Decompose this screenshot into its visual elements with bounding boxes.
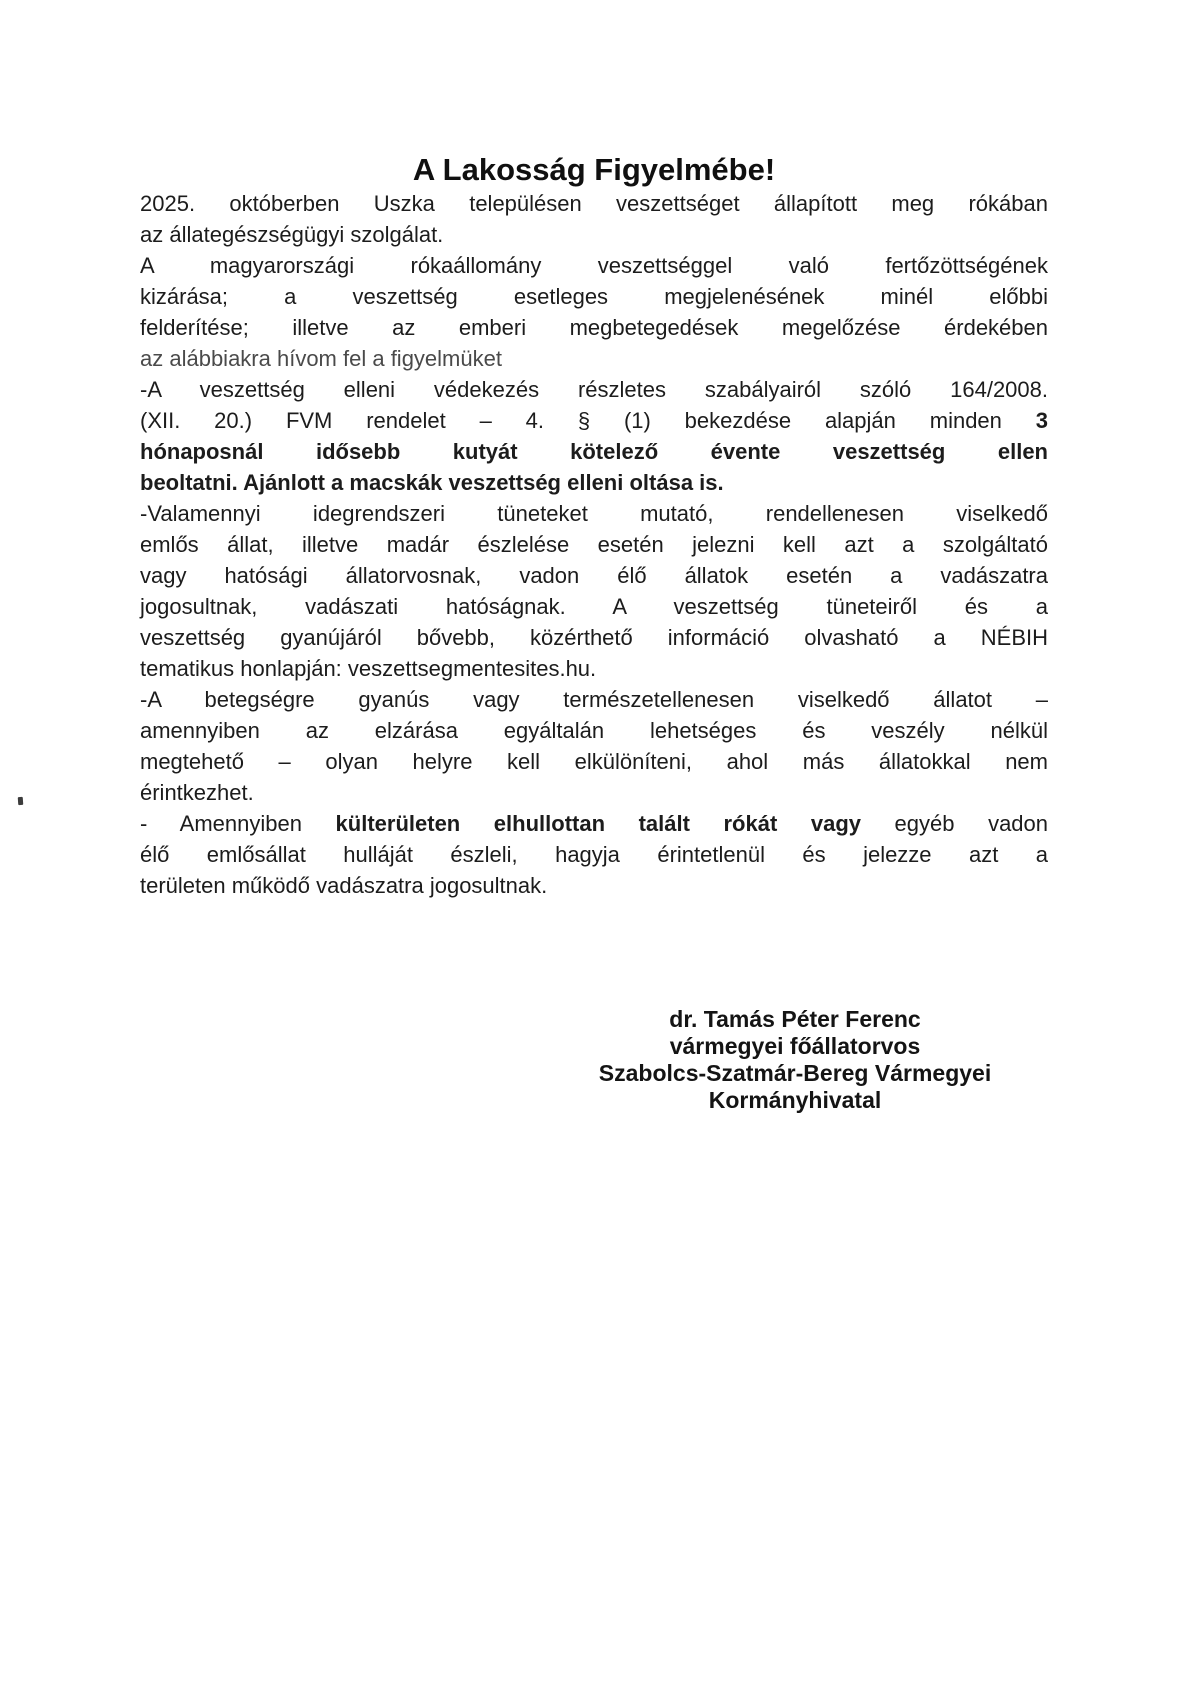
text-line	[140, 591, 1048, 622]
text-segment: amennyiben az elzárása egyáltalán lehetséges és veszély nélkül	[140, 718, 1048, 743]
text-line	[140, 808, 1048, 839]
signature-block	[545, 1006, 1045, 1114]
text-line	[140, 560, 1048, 591]
text-segment: veszettség gyanújáról bővebb, közérthető információ olvasható a NÉBIH	[140, 625, 1048, 650]
text-line	[140, 529, 1048, 560]
text-line	[140, 653, 1048, 684]
text-segment-bold: 3	[1035, 408, 1048, 433]
text-segment: vagy hatósági állatorvosnak, vadon élő állatok esetén a vadászatra	[140, 563, 1048, 588]
text-segment: érintkezhet.	[140, 780, 254, 805]
text-line	[140, 219, 1048, 250]
text-line	[140, 405, 1048, 436]
text-line	[140, 436, 1048, 467]
text-segment: az állategészségügyi szolgálat.	[140, 222, 444, 247]
text-line	[140, 684, 1048, 715]
signatory-role: vármegyei főállatorvos	[669, 1033, 921, 1059]
paragraph-dead-fox	[140, 808, 1048, 901]
text-segment: A magyarországi rókaállomány veszettséggel való fertőzöttségének	[140, 253, 1048, 278]
text-segment: emlős állat, illetve madár észlelése esetén jelezni kell azt a szolgáltató	[140, 532, 1048, 557]
text-segment: az alábbiakra hívom fel a figyelmüket	[140, 346, 502, 371]
paragraph-purpose	[140, 250, 1048, 374]
page-title: A Lakosság Figyelmébe!	[412, 152, 776, 187]
text-line	[140, 715, 1048, 746]
text-segment: élő emlősállat hulláját észleli, hagyja érintetlenül és jelezze azt a	[140, 842, 1048, 867]
text-segment-bold: hónaposnál idősebb kutyát kötelező évente veszettség ellen	[140, 439, 1048, 464]
text-segment: -A betegségre gyanús vagy természetellenesen viselkedő állatot –	[140, 687, 1048, 712]
text-line	[140, 281, 1048, 312]
text-segment: területen működő vadászatra jogosultnak.	[140, 873, 548, 898]
paragraph-isolation	[140, 684, 1048, 808]
paragraph-rabies-found	[140, 188, 1048, 250]
text-line	[140, 622, 1048, 653]
text-segment: -A veszettség elleni védekezés részletes szabályairól szóló 164/2008.	[140, 377, 1048, 402]
text-segment: kizárása; a veszettség esetleges megjelenésének minél előbbi	[140, 284, 1048, 309]
text-segment: - Amennyiben	[140, 811, 336, 836]
text-line	[140, 250, 1048, 281]
text-segment-bold: külterületen elhullottan talált rókát vagy	[335, 811, 861, 836]
scan-artifact-dot	[18, 797, 24, 805]
paragraph-reporting-symptoms	[140, 498, 1048, 684]
text-line	[140, 343, 1048, 374]
text-line	[140, 746, 1048, 777]
signatory-name: dr. Tamás Péter Ferenc	[669, 1006, 921, 1032]
text-line	[140, 467, 1048, 498]
text-line	[140, 777, 1048, 808]
text-segment: (XII. 20.) FVM rendelet – 4. § (1) bekezdése alapján minden	[140, 408, 1036, 433]
text-line	[140, 374, 1048, 405]
text-segment: egyéb vadon	[861, 811, 1049, 836]
text-segment: jogosultnak, vadászati hatóságnak. A veszettség tüneteiről és a	[140, 594, 1048, 619]
text-segment: felderítése; illetve az emberi megbetegedések megelőzése érdekében	[140, 315, 1048, 340]
text-segment: 2025. októberben Uszka településen veszettséget állapított meg rókában	[140, 191, 1048, 216]
text-segment-bold: beoltatni. Ajánlott a macskák veszettség elleni oltása is.	[140, 470, 724, 495]
document-body	[140, 0, 1048, 1114]
text-line	[140, 312, 1048, 343]
paragraph-vaccination-rule	[140, 374, 1048, 498]
text-segment: -Valamennyi idegrendszeri tüneteket mutató, rendellenesen viselkedő	[140, 501, 1048, 526]
text-line	[140, 498, 1048, 529]
text-line	[140, 839, 1048, 870]
signatory-organization-2: Kormányhivatal	[708, 1087, 882, 1113]
text-segment: tematikus honlapján: veszettsegmentesites.hu.	[140, 656, 597, 681]
text-line	[140, 870, 1048, 901]
text-line	[140, 188, 1048, 219]
text-segment: megtehető – olyan helyre kell elkülöníteni, ahol más állatokkal nem	[140, 749, 1048, 774]
signatory-organization: Szabolcs-Szatmár-Bereg Vármegyei	[598, 1060, 992, 1086]
